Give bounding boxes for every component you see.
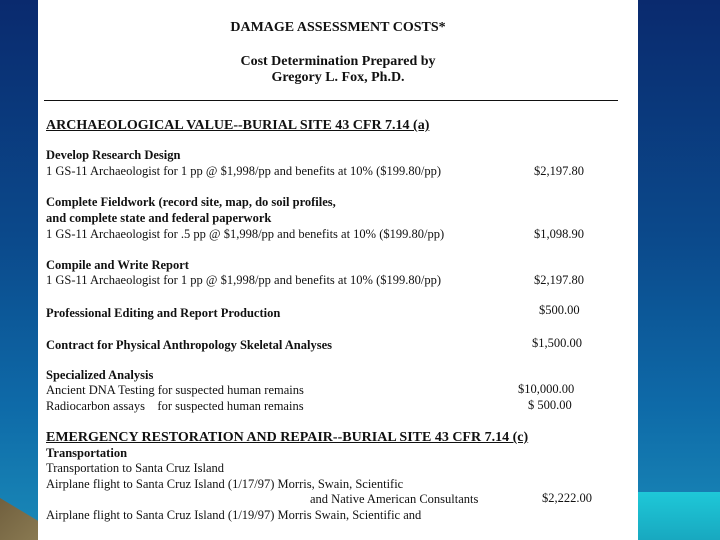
item-detail-report: 1 GS-11 Archaeologist for 1 pp @ $1,998/pp and benefits at 10% ($199.80/pp): [46, 273, 442, 287]
item-title-specialized-analysis: Specialized Analysis: [46, 368, 154, 382]
item-title-physical-anthropology: Contract for Physical Anthropology Skeletal Analyses: [46, 338, 333, 352]
scanned-document: [38, 0, 638, 540]
section-heading-emergency: EMERGENCY RESTORATION AND REPAIR--BURIAL SITE 43 CFR 7.14 (c): [46, 430, 529, 445]
section-heading-archaeological: ARCHAEOLOGICAL VALUE--BURIAL SITE 43 CFR 7.14 (a): [46, 118, 430, 133]
item-detail-dna: Ancient DNA Testing for suspected human remains: [46, 383, 304, 397]
amount-research-design: $2,197.80: [534, 164, 584, 178]
amount-dna: $10,000.00: [518, 382, 575, 396]
amount-editing: $500.00: [539, 303, 580, 317]
item-title-transportation: Transportation: [46, 446, 128, 460]
header-divider: [44, 100, 618, 101]
item-title-research-design: Develop Research Design: [46, 148, 181, 162]
decorative-wave: [638, 492, 720, 540]
item-detail-radiocarbon: Radiocarbon assays for suspected human remains: [46, 399, 304, 413]
amount-transport: $2,222.00: [542, 491, 592, 505]
item-detail-research-design: 1 GS-11 Archaeologist for 1 pp @ $1,998/pp and benefits at 10% ($199.80/pp): [46, 164, 442, 178]
item-detail-fieldwork: 1 GS-11 Archaeologist for .5 pp @ $1,998/pp and benefits at 10% ($199.80/pp): [46, 227, 445, 241]
prepared-by-line: Cost Determination Prepared by: [240, 54, 436, 69]
amount-fieldwork: $1,098.90: [534, 227, 584, 241]
item-title-fieldwork-2: and complete state and federal paperwork: [46, 211, 272, 225]
item-title-fieldwork-1: Complete Fieldwork (record site, map, do soil profiles,: [46, 195, 336, 209]
author-line: Gregory L. Fox, Ph.D.: [271, 70, 405, 85]
transport-line-4: Airplane flight to Santa Cruz Island (1/19/97) Morris Swain, Scientific and: [46, 508, 422, 522]
amount-physical-anthropology: $1,500.00: [532, 336, 582, 350]
transport-line-1: Transportation to Santa Cruz Island: [46, 461, 224, 475]
transport-line-2: Airplane flight to Santa Cruz Island (1/17/97) Morris, Swain, Scientific: [46, 477, 404, 491]
item-title-report: Compile and Write Report: [46, 258, 189, 272]
amount-report: $2,197.80: [534, 273, 584, 287]
amount-radiocarbon: $ 500.00: [528, 398, 572, 412]
transport-line-3: and Native American Consultants: [310, 492, 479, 506]
item-title-editing: Professional Editing and Report Production: [46, 306, 281, 320]
document-title: DAMAGE ASSESSMENT COSTS*: [230, 20, 446, 35]
